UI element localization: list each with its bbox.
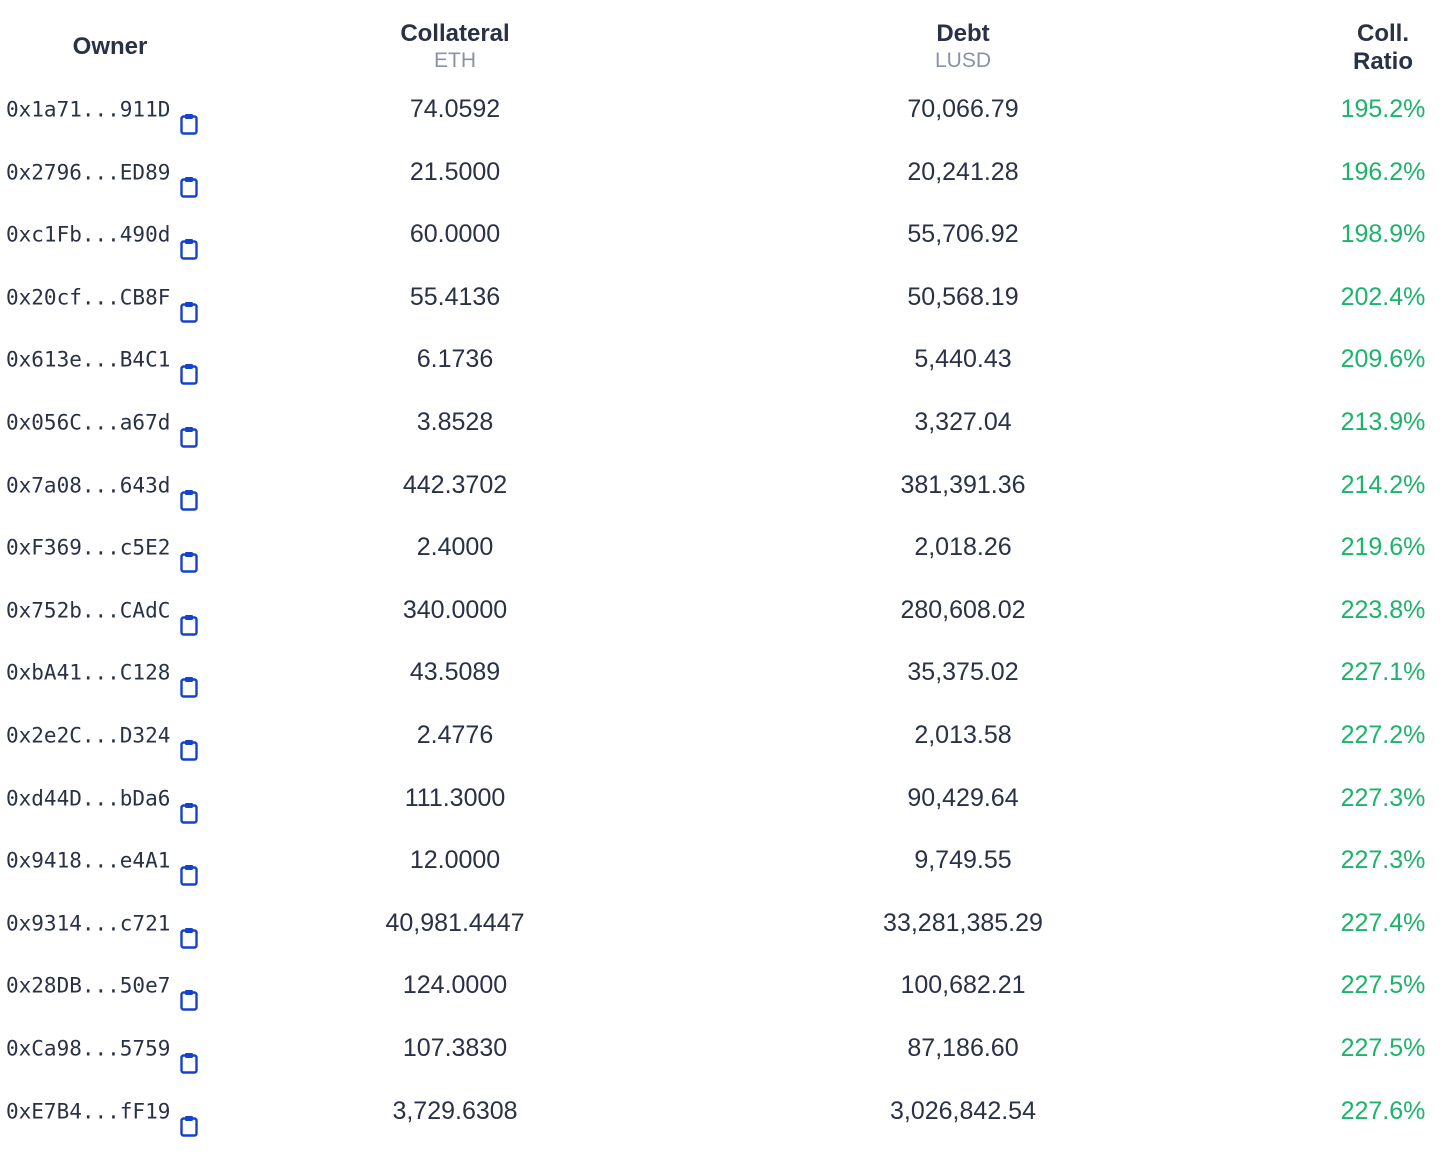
owner-cell xyxy=(6,767,198,830)
owner-cell xyxy=(6,203,198,266)
collateral-cell: 12.0000 xyxy=(409,846,501,875)
debt-cell: 9,749.55 xyxy=(914,846,1012,875)
debt-cell: 50,568.19 xyxy=(907,282,1019,311)
owner-address: 0x752b...CAdC xyxy=(6,598,171,623)
table-row xyxy=(0,516,1456,579)
debt-cell: 381,391.36 xyxy=(900,470,1026,499)
collateral-cell: 2.4000 xyxy=(416,533,494,562)
debt-cell: 87,186.60 xyxy=(907,1033,1019,1062)
collateral-column-header xyxy=(335,20,575,74)
table-row xyxy=(0,1017,1456,1080)
owner-address: 0x28DB...50e7 xyxy=(6,974,171,999)
owner-cell xyxy=(6,391,198,454)
coll-ratio-cell: 219.6% xyxy=(1340,533,1426,562)
owner-address: 0x7a08...643d xyxy=(6,473,171,498)
clipboard-copy-icon[interactable] xyxy=(180,723,198,745)
owner-cell xyxy=(6,892,198,955)
clipboard-copy-icon[interactable] xyxy=(180,473,198,495)
coll-ratio-cell: 227.5% xyxy=(1340,1033,1426,1062)
owner-cell xyxy=(6,829,198,892)
owner-address: 0x613e...B4C1 xyxy=(6,348,171,373)
clipboard-copy-icon[interactable] xyxy=(180,1099,198,1121)
collateral-cell: 21.5000 xyxy=(409,157,501,186)
collateral-cell: 124.0000 xyxy=(402,971,508,1000)
owner-header-label: Owner xyxy=(72,33,148,60)
table-body xyxy=(0,78,1456,1142)
coll-ratio-cell: 198.9% xyxy=(1340,220,1426,249)
table-row xyxy=(0,767,1456,830)
table-row xyxy=(0,328,1456,391)
debt-cell: 2,013.58 xyxy=(914,720,1012,749)
clipboard-copy-icon[interactable] xyxy=(180,535,198,557)
collateral-cell: 43.5089 xyxy=(409,658,501,687)
coll-ratio-cell: 213.9% xyxy=(1340,407,1426,436)
clipboard-copy-icon[interactable] xyxy=(180,97,198,119)
debt-header-label: Debt xyxy=(936,20,990,47)
collateral-cell: 60.0000 xyxy=(409,220,501,249)
clipboard-copy-icon[interactable] xyxy=(180,598,198,620)
owner-address: 0x20cf...CB8F xyxy=(6,285,171,310)
table-row xyxy=(0,954,1456,1017)
debt-cell: 70,066.79 xyxy=(907,95,1019,123)
debt-cell: 5,440.43 xyxy=(914,345,1012,374)
clipboard-copy-icon[interactable] xyxy=(180,222,198,244)
debt-cell: 100,682.21 xyxy=(900,971,1026,1000)
coll-ratio-cell: 223.8% xyxy=(1340,595,1426,624)
clipboard-copy-icon[interactable] xyxy=(180,410,198,432)
owner-address: 0xF369...c5E2 xyxy=(6,535,171,560)
coll-ratio-cell: 227.3% xyxy=(1340,783,1426,812)
collateral-cell: 340.0000 xyxy=(402,595,508,624)
clipboard-copy-icon[interactable] xyxy=(180,848,198,870)
coll-ratio-header-line2: Ratio xyxy=(1353,48,1413,75)
owner-address: 0x1a71...911D xyxy=(6,97,171,122)
debt-cell: 55,706.92 xyxy=(907,220,1019,249)
collateral-unit-label: ETH xyxy=(434,49,476,72)
coll-ratio-cell: 214.2% xyxy=(1340,470,1426,499)
coll-ratio-cell: 227.4% xyxy=(1340,908,1426,937)
collateral-cell: 3,729.6308 xyxy=(392,1096,518,1125)
owner-cell xyxy=(6,704,198,767)
owner-cell xyxy=(6,141,198,204)
coll-ratio-cell: 227.3% xyxy=(1340,846,1426,875)
coll-ratio-header-line1: Coll. xyxy=(1357,20,1409,47)
debt-cell: 3,026,842.54 xyxy=(890,1096,1036,1125)
clipboard-copy-icon[interactable] xyxy=(180,285,198,307)
owner-cell xyxy=(6,454,198,517)
owner-cell xyxy=(6,78,198,141)
debt-cell: 3,327.04 xyxy=(914,407,1012,436)
coll-ratio-cell: 202.4% xyxy=(1340,282,1426,311)
table-row xyxy=(0,704,1456,767)
owner-address: 0x9314...c721 xyxy=(6,911,171,936)
table-row xyxy=(0,892,1456,955)
table-row xyxy=(0,641,1456,704)
owner-address: 0x2796...ED89 xyxy=(6,160,171,185)
owner-column-header xyxy=(40,33,180,61)
collateral-cell: 107.3830 xyxy=(402,1033,508,1062)
table-row xyxy=(0,579,1456,642)
coll-ratio-column-header xyxy=(1318,20,1448,76)
debt-cell: 35,375.02 xyxy=(907,658,1019,687)
owner-cell xyxy=(6,1080,198,1143)
clipboard-copy-icon[interactable] xyxy=(180,347,198,369)
clipboard-copy-icon[interactable] xyxy=(180,660,198,682)
owner-address: 0xc1Fb...490d xyxy=(6,222,171,247)
owner-cell xyxy=(6,954,198,1017)
owner-cell xyxy=(6,579,198,642)
collateral-cell: 6.1736 xyxy=(416,345,494,374)
coll-ratio-cell: 209.6% xyxy=(1340,345,1426,374)
owner-address: 0x9418...e4A1 xyxy=(6,848,171,873)
debt-cell: 2,018.26 xyxy=(914,533,1012,562)
owner-address: 0x056C...a67d xyxy=(6,410,171,435)
clipboard-copy-icon[interactable] xyxy=(180,160,198,182)
collateral-cell: 40,981.4447 xyxy=(385,908,525,937)
owner-address: 0xE7B4...fF19 xyxy=(6,1099,171,1124)
owner-cell xyxy=(6,328,198,391)
clipboard-copy-icon[interactable] xyxy=(180,786,198,808)
collateral-cell: 74.0592 xyxy=(409,95,501,123)
owner-cell xyxy=(6,516,198,579)
table-row xyxy=(0,391,1456,454)
collateral-cell: 111.3000 xyxy=(404,783,506,812)
coll-ratio-cell: 227.5% xyxy=(1340,971,1426,1000)
table-row xyxy=(0,454,1456,517)
table-row xyxy=(0,203,1456,266)
debt-cell: 33,281,385.29 xyxy=(883,908,1043,937)
debt-unit-label: LUSD xyxy=(934,49,992,72)
clipboard-copy-icon[interactable] xyxy=(180,911,198,933)
debt-cell: 20,241.28 xyxy=(907,157,1019,186)
table-row xyxy=(0,141,1456,204)
clipboard-copy-icon[interactable] xyxy=(180,973,198,995)
owner-cell xyxy=(6,1017,198,1080)
owner-address: 0xbA41...C128 xyxy=(6,661,171,686)
owner-cell xyxy=(6,641,198,704)
debt-cell: 90,429.64 xyxy=(907,783,1019,812)
coll-ratio-cell: 227.2% xyxy=(1340,720,1426,749)
table-row xyxy=(0,1080,1456,1143)
collateral-cell: 2.4776 xyxy=(416,720,494,749)
coll-ratio-cell: 227.1% xyxy=(1340,658,1426,687)
debt-cell: 280,608.02 xyxy=(900,595,1026,624)
collateral-header-label: Collateral xyxy=(400,20,510,47)
owner-address: 0xCa98...5759 xyxy=(6,1036,171,1061)
debt-column-header xyxy=(843,20,1083,74)
clipboard-copy-icon[interactable] xyxy=(180,1036,198,1058)
collateral-cell: 55.4136 xyxy=(409,282,501,311)
coll-ratio-cell: 196.2% xyxy=(1340,157,1426,186)
table-row xyxy=(0,829,1456,892)
coll-ratio-cell: 195.2% xyxy=(1340,95,1426,123)
owner-cell xyxy=(6,266,198,329)
coll-ratio-cell: 227.6% xyxy=(1340,1096,1426,1125)
owner-address: 0x2e2C...D324 xyxy=(6,723,171,748)
table-row xyxy=(0,78,1456,141)
owner-address: 0xd44D...bDa6 xyxy=(6,786,171,811)
table-row xyxy=(0,266,1456,329)
table-header xyxy=(0,0,1456,84)
collateral-cell: 3.8528 xyxy=(416,407,494,436)
collateral-cell: 442.3702 xyxy=(402,470,508,499)
